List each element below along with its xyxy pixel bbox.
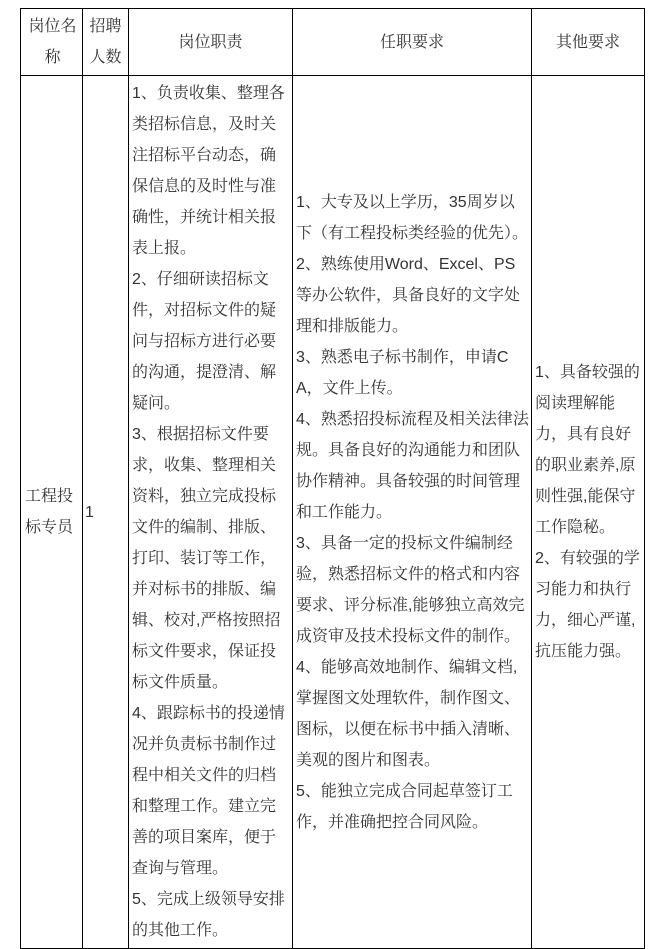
requirement-item-7: 5、能独立完成合同起草签订工作，并准确把控合同风险。 [296, 782, 513, 831]
cell-duties [129, 76, 293, 949]
header-position-name: 岗位名称 [21, 9, 83, 76]
header-row [21, 9, 645, 76]
other-requirement-item-1: 1、具备较强的阅读理解能力，具有良好的职业素养,原则性强,能保守工作隐秘。 [535, 364, 640, 536]
header-other-requirements: 其他要求 [532, 9, 645, 76]
cell-other-requirements [532, 76, 645, 949]
job-row [21, 76, 645, 949]
duty-item-2: 2、仔细研读招标文件，对招标文件的疑问与招标方进行必要的沟通，提澄清、解疑问。 [132, 271, 277, 412]
other-requirement-item-2: 2、有较强的学习能力和执行力，细心严谨,抗压能力强。 [535, 550, 640, 660]
cell-requirements [293, 76, 532, 949]
job-posting-table [20, 8, 645, 949]
header-duties: 岗位职责 [129, 9, 293, 76]
duty-item-5: 5、完成上级领导安排的其他工作。 [132, 891, 285, 939]
cell-headcount: 1 [83, 76, 129, 949]
requirement-item-6: 4、能够高效地制作、编辑文档,掌握图文处理软件，制作图文、图标，以便在标书中插入清晰、美观的图片和图表。 [296, 658, 521, 769]
header-headcount: 招聘人数 [83, 9, 129, 76]
duty-item-3: 3、根据招标文件要求，收集、整理相关资料，独立完成投标文件的编制、排版、打印、装订等工作，并对标书的排版、编辑、校对,严格按照招标文件要求，保证投标文件质量。 [132, 426, 281, 691]
requirement-item-4: 4、熟悉招投标流程及相关法律法规。具备良好的沟通能力和团队协作精神。具备较强的时间管理和工作能力。 [296, 410, 529, 521]
header-requirements: 任职要求 [293, 9, 532, 76]
cell-position-name: 工程投标专员 [21, 76, 83, 949]
duty-item-1: 1、负责收集、整理各类招标信息，及时关注招标平台动态，确保信息的及时性与准确性，并统计相关报表上报。 [132, 85, 285, 257]
requirement-item-5: 3、具备一定的投标文件编制经验，熟悉招标文件的格式和内容要求、评分标准,能够独立高效完成资审及技术投标文件的制作。 [296, 534, 525, 645]
requirement-item-3: 3、熟悉电子标书制作，申请CA，文件上传。 [296, 348, 509, 397]
requirement-item-2: 2、熟练使用Word、Excel、PS等办公软件，具备良好的文字处理和排版能力。 [296, 255, 521, 335]
requirement-item-1: 1、大专及以上学历，35周岁以下（有工程投标类经验的优先）。 [296, 193, 529, 242]
duty-item-4: 4、跟踪标书的投递情况并负责标书制作过程中相关文件的归档和整理工作。建立完善的项目案库，便于查询与管理。 [132, 705, 285, 877]
